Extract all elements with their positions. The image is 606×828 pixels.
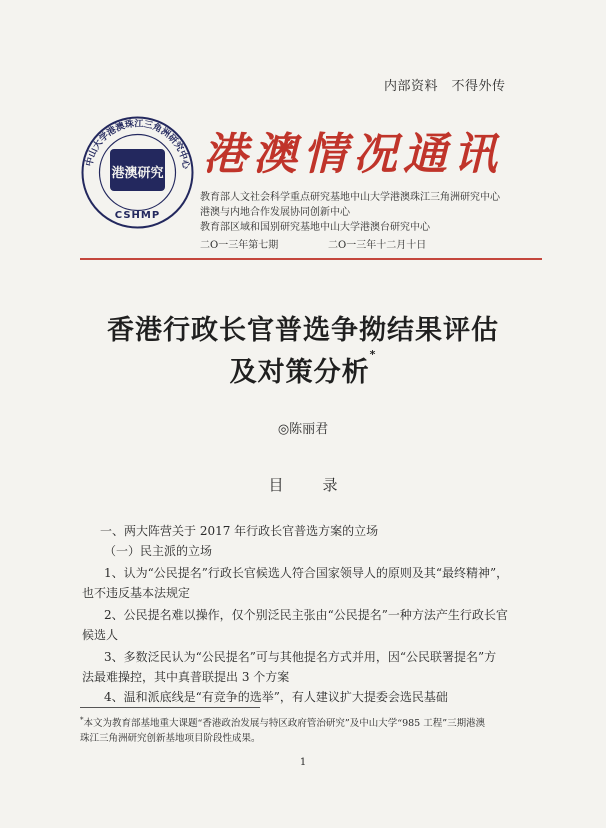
- footnote-text: 本文为教育部基地重大课题“香港政治发展与特区政府管治研究”及中山大学“985 工程”三期港澳: [83, 718, 486, 730]
- issue-line: [200, 236, 427, 251]
- header-rule: [80, 258, 542, 260]
- toc-section: 一、两大阵营关于 2017 年行政长官普选方案的立场: [100, 524, 379, 538]
- page-number: 1: [299, 757, 307, 768]
- toc-item-cont: 法最难操控，其中真普联提出 3 个方案: [82, 670, 290, 684]
- masthead-title: 港澳情况通讯: [203, 129, 503, 180]
- logo-ring-text: 中山大学港澳珠江三角洲研究中心: [84, 119, 191, 170]
- institution-list: [200, 190, 500, 235]
- institution-line: 港澳与内地合作发展协同创新中心: [200, 207, 350, 218]
- footnote-rule: [80, 707, 260, 708]
- article-title-line1: 香港行政长官普选争拗结果评估: [107, 315, 499, 346]
- logo-abbr: CSHMP: [114, 210, 161, 221]
- toc-item: 4、温和派底线是“有竞争的选举”，有人建议扩大提委会选民基础: [104, 690, 448, 704]
- article-title-line2: [0, 350, 606, 389]
- toc-subsection: （一）民主派的立场: [104, 544, 213, 558]
- footnote-mark: *: [80, 716, 84, 724]
- institution-line: 教育部人文社会科学重点研究基地中山大学港澳珠江三角洲研究中心: [200, 192, 500, 203]
- toc-item: 2、公民提名难以操作，仅个别泛民主张由“公民提名”一种方法产生行政长官: [104, 608, 508, 622]
- classification-label: 内部资料 不得外传: [384, 79, 506, 94]
- toc-item-cont: 候选人: [82, 628, 119, 642]
- issue-number: 二O一三年第七期: [200, 240, 279, 251]
- institution-line: 教育部区域和国别研究基地中山大学港澳台研究中心: [200, 222, 430, 233]
- title-footnote-mark: *: [369, 348, 377, 361]
- footnote: [80, 713, 540, 746]
- institution-logo: [80, 115, 195, 230]
- title-text: 及对策分析: [229, 357, 370, 388]
- toc-item: 3、多数泛民认为“公民提名”可与其他提名方式并用，因“公民联署提名”方: [104, 650, 497, 664]
- logo-center-text: 港澳研究: [111, 166, 164, 181]
- issue-date: 二O一三年十二月十日: [328, 240, 427, 251]
- article-author: ◎陈丽君: [277, 422, 329, 437]
- toc-item-cont: 也不违反基本法规定: [82, 586, 191, 600]
- footnote-text: 珠江三角洲研究创新基地项目阶段性成果。: [80, 733, 261, 745]
- toc-item: 1、认为“公民提名”行政长官候选人符合国家领导人的原则及其“最终精神”，: [104, 566, 509, 580]
- toc-heading: 目 录: [268, 476, 350, 494]
